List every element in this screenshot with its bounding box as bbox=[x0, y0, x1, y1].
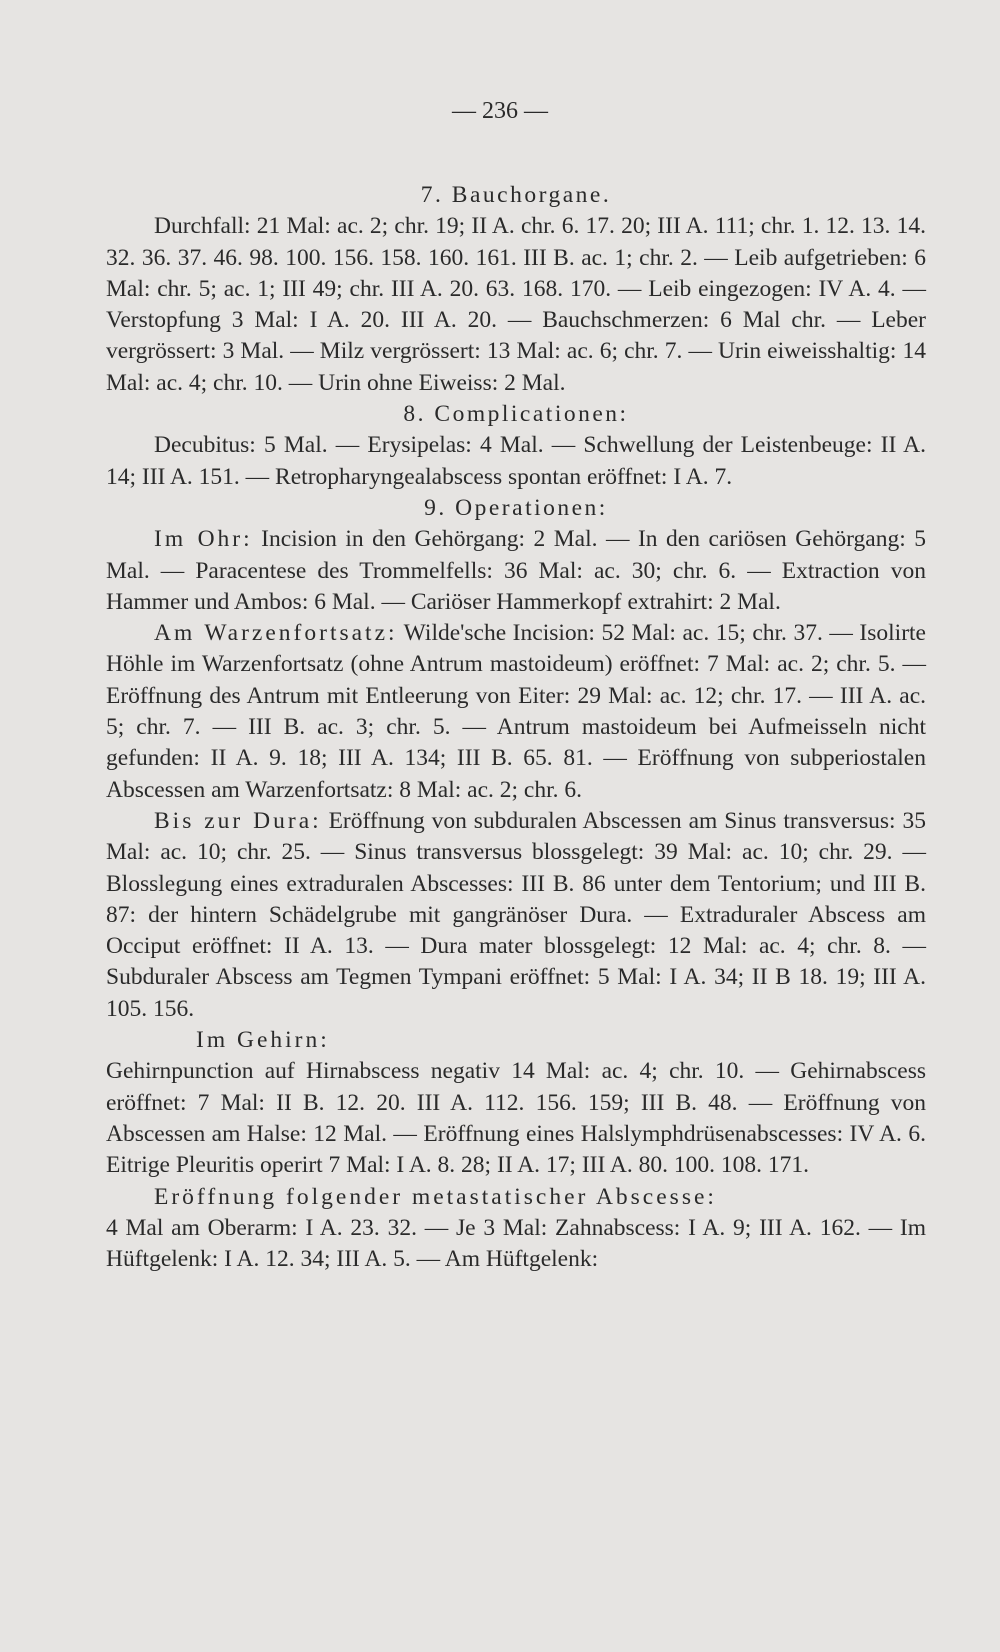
section-heading-operationen: 9. Operationen: bbox=[424, 494, 608, 521]
section-heading-bauchorgane: 7. Bauchorgane. bbox=[420, 182, 612, 208]
paragraph-warzenfortsatz bbox=[106, 618, 926, 806]
paragraph-bauchorgane: Durchfall: 21 Mal: ac. 2; chr. 19; II A. chr. 6. 17. 20; III A. 111; chr. 1. 12. 13. 14. 32. 36. 37. 46. 98. 100. 156. 158. 160. 161. III B. ac. 1; chr. 2. — Leib aufgetrieben: 6 Mal: chr. 5; ac. 1; III 49; chr. III A. 20. 63. 168. 170. — Leib eingezogen: IV A. 4. — Verstopfung 3 Mal: I A. 20. III A. 20. — Bauchschmerzen: 6 Mal chr. — Leber vergrössert: 3 Mal. — Milz vergrössert: 13 Mal: ac. 6; chr. 7. — Urin eiweisshaltig: 14 Mal: ac. 4; chr. 10. — Urin ohne Eiweiss: 2 Mal. bbox=[106, 213, 926, 396]
label-im-ohr: Im Ohr: bbox=[154, 526, 253, 553]
paragraph-complicationen: Decubitus: 5 Mal. — Erysipelas: 4 Mal. — Schwellung der Leistenbeuge: II A. 14; III A. 151. — Retropharyngealabscess spontan eröffnet: I A. 7. bbox=[106, 432, 926, 490]
text-dura: Eröffnung von subduralen Abscessen am Sinus transversus: 35 Mal: ac. 10; chr. 25. — Sinus transversus blossgelegt: 39 Mal: ac. 10; chr. 29. — Blosslegung eines extraduralen Abscesses: III B. 86 unter dem Tentorium; und III B. 87: der hintern Schädelgrube mit gangränöser Dura. — Extraduraler Abscess am Occiput eröffnet: II A. 13. — Dura mater blossgelegt: 12 Mal: ac. 4; chr. 8. — Subduraler Abscess am Tegmen Tympani eröffnet: 5 Mal: I A. 34; II B 18. 19; III A. 105. 156. bbox=[106, 807, 926, 1022]
paragraph-dura bbox=[106, 806, 926, 1025]
page-number: — 236 — bbox=[452, 98, 548, 124]
paragraph-im-gehirn: Gehirnpunction auf Hirnabscess negativ 14 Mal: ac. 4; chr. 10. — Gehirnabscess eröffnet: 7 Mal: II B. 12. 20. III A. 112. 156. 159; III B. 48. — Eröffnung von Abscessen am Halse: 12 Mal. — Eröffnung eines Halslymphdrüsenabscesses: IV A. 6. Eitrige Pleuritis operirt 7 Mal: I A. 8. 28; II A. 17; III A. 80. 100. 108. 171. bbox=[106, 1058, 926, 1179]
text-im-ohr: Incision in den Gehörgang: 2 Mal. — In den cariösen Gehörgang: 5 Mal. — Paracentese des Trommelfells: 36 Mal: ac. 30; chr. 6. — Extraction von Hammer und Ambos: 6 Mal. — Cariöser Hammerkopf extrahirt: 2 Mal. bbox=[106, 526, 926, 615]
subheading-im-gehirn: Im Gehirn: bbox=[196, 1027, 330, 1054]
label-warzenfortsatz: Am Warzenfortsatz: bbox=[154, 620, 398, 647]
subheading-metastatische-abscesse: Eröffnung folgender metastatischer Abscesse: bbox=[154, 1183, 717, 1210]
page-body bbox=[106, 180, 926, 1275]
text-warzenfortsatz: Wilde'sche Incision: 52 Mal: ac. 15; chr. 37. — Isolirte Höhle im Warzenfortsatz (ohne Antrum mastoideum) eröffnet: 7 Mal: ac. 2; chr. 5. — Eröffnung des Antrum mit Entleerung von Eiter: 29 Mal: ac. 12; chr. 17. — III A. ac. 5; chr. 7. — III B. ac. 3; chr. 5. — Antrum mastoideum bei Aufmeisseln nicht gefunden: II A. 9. 18; III A. 134; III B. 65. 81. — Eröffnung von subperiostalen Abscessen am Warzenfortsatz: 8 Mal: ac. 2; chr. 6. bbox=[106, 620, 926, 803]
paragraph-metastatische-abscesse: 4 Mal am Oberarm: I A. 23. 32. — Je 3 Mal: Zahnabscess: I A. 9; III A. 162. — Im Hüftgelenk: I A. 12. 34; III A. 5. — Am Hüftgelenk: bbox=[106, 1214, 926, 1273]
label-dura: Bis zur Dura: bbox=[154, 807, 322, 834]
section-heading-complicationen: 8. Complicationen: bbox=[403, 401, 629, 428]
paragraph-im-ohr bbox=[106, 524, 926, 618]
